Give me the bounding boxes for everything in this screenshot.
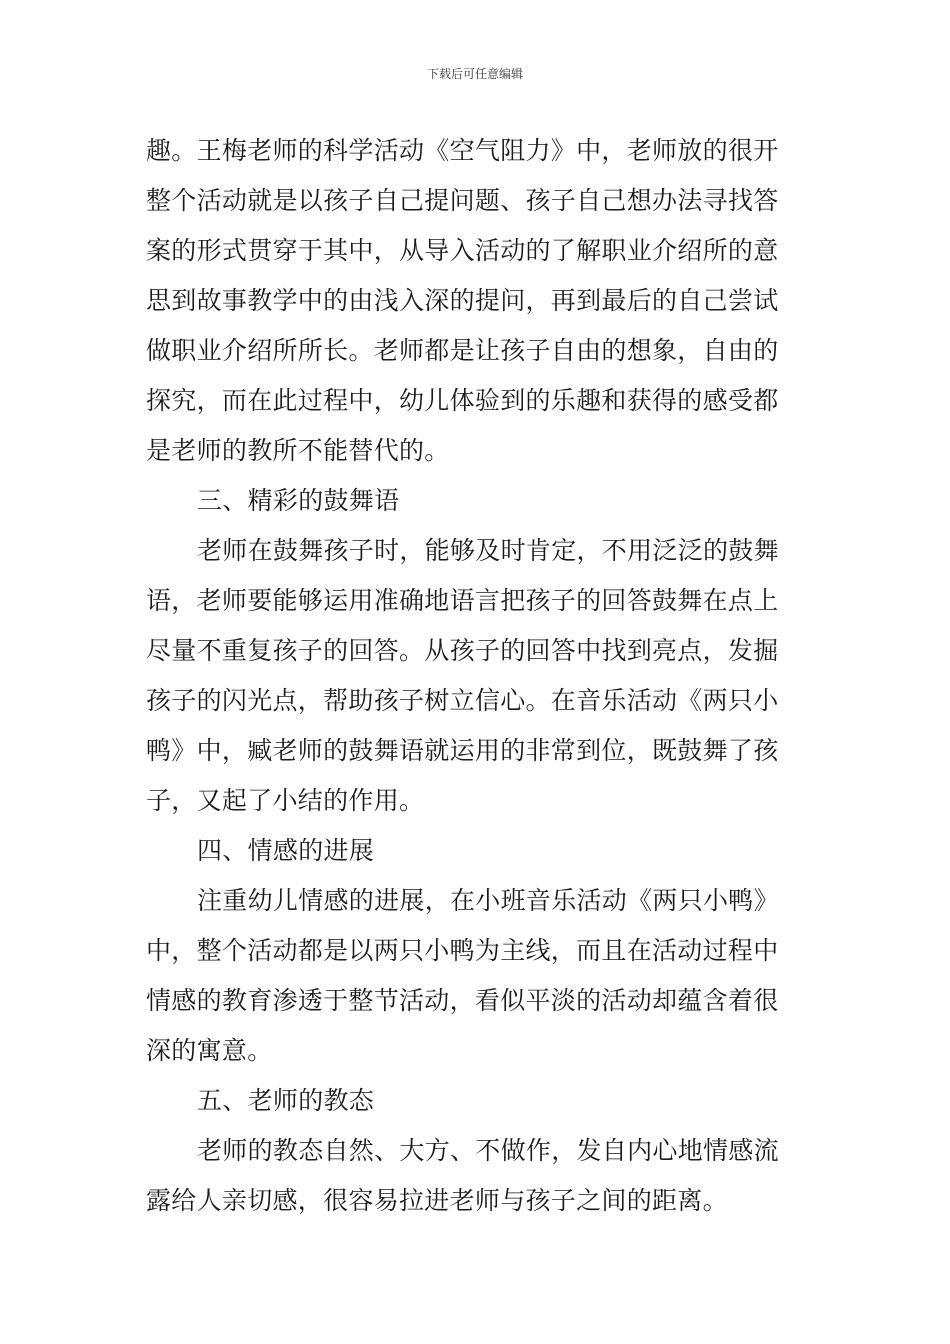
section-heading: 五、老师的教态 <box>197 1086 375 1115</box>
document-body <box>146 126 808 1226</box>
body-line: 趣。王梅老师的科学活动《空气阻力》中，老师放的很开 <box>146 136 779 165</box>
section-heading: 三、精彩的鼓舞语 <box>197 486 400 515</box>
section-heading: 四、情感的进展 <box>197 836 375 865</box>
body-line: 露给人亲切感，很容易拉进老师与孩子之间的距离。 <box>146 1186 728 1215</box>
body-line: 中，整个活动都是以两只小鸭为主线，而且在活动过程中 <box>146 936 779 965</box>
body-line: 探究，而在此过程中，幼儿体验到的乐趣和获得的感受都 <box>146 386 779 415</box>
body-line: 是老师的教所不能替代的。 <box>146 436 450 465</box>
body-line: 深的寓意。 <box>146 1036 273 1065</box>
body-line: 情感的教育渗透于整节活动，看似平淡的活动却蕴含着很 <box>146 986 779 1015</box>
body-line: 思到故事教学中的由浅入深的提问，再到最后的自己尝试 <box>146 286 779 315</box>
body-line: 老师的教态自然、大方、不做作，发自内心地情感流 <box>197 1136 779 1165</box>
body-line: 案的形式贯穿于其中，从导入活动的了解职业介绍所的意 <box>146 236 779 265</box>
body-line: 子，又起了小结的作用。 <box>146 786 425 815</box>
body-line: 注重幼儿情感的进展，在小班音乐活动《两只小鸭》 <box>197 886 779 915</box>
body-line: 做职业介绍所所长。老师都是让孩子自由的想象，自由的 <box>146 336 779 365</box>
body-line: 整个活动就是以孩子自己提问题、孩子自己想办法寻找答 <box>146 186 779 215</box>
body-line: 尽量不重复孩子的回答。从孩子的回答中找到亮点，发掘 <box>146 636 779 665</box>
body-line: 鸭》中，臧老师的鼓舞语就运用的非常到位，既鼓舞了孩 <box>146 736 779 765</box>
page-header: 下载后可任意编辑 <box>426 67 523 81</box>
body-line: 语，老师要能够运用准确地语言把孩子的回答鼓舞在点上 <box>146 586 779 615</box>
body-line: 老师在鼓舞孩子时，能够及时肯定，不用泛泛的鼓舞 <box>197 536 779 565</box>
body-line: 孩子的闪光点，帮助孩子树立信心。在音乐活动《两只小 <box>146 686 779 715</box>
